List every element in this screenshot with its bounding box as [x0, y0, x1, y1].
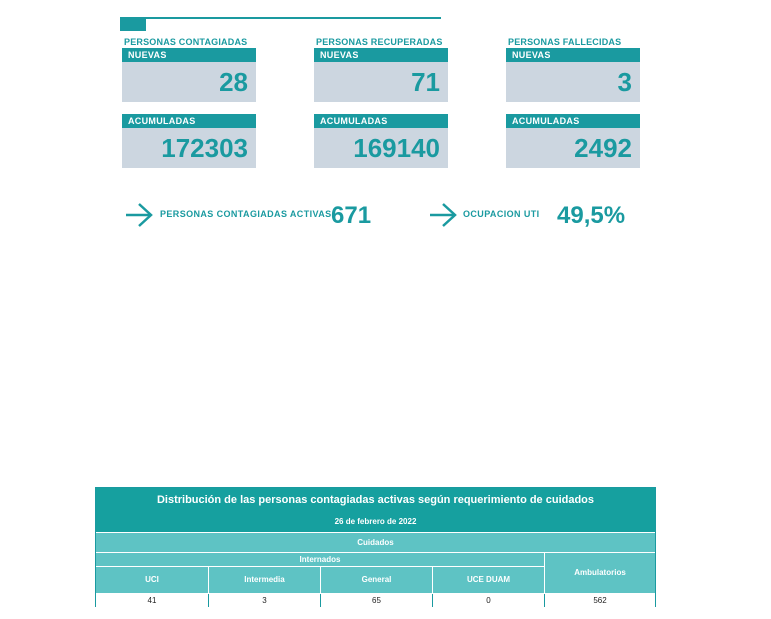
- uti-label: OCUPACION UTI: [463, 209, 540, 219]
- activas-value: 671: [331, 202, 372, 229]
- cell-divider: [208, 594, 209, 607]
- recuperadas-acumuladas-value: 169140: [353, 133, 440, 163]
- fallecidas-acumuladas-label: ACUMULADAS: [506, 114, 640, 128]
- value-uci: 41: [96, 594, 208, 607]
- col-intermedia: Intermedia: [209, 567, 320, 593]
- distribution-date: 26 de febrero de 2022: [334, 517, 417, 526]
- internados-header: Internados: [96, 553, 544, 566]
- contagiadas-title: PERSONAS CONTAGIADAS: [124, 37, 248, 47]
- value-intermedia: 3: [209, 594, 320, 607]
- fallecidas-nuevas-label: NUEVAS: [506, 48, 640, 62]
- header-divider: [120, 17, 441, 19]
- value-general: 65: [321, 594, 432, 607]
- cuidados-header: Cuidados: [96, 533, 655, 552]
- col-uce-duam: UCE DUAM: [433, 567, 544, 593]
- contagiadas-acumuladas-value: 172303: [161, 133, 248, 163]
- value-uce-duam: 0: [433, 594, 544, 607]
- fallecidas-nuevas-card: [506, 48, 640, 102]
- fallecidas-nuevas-value: 3: [617, 67, 632, 97]
- distribution-title: Distribución de las personas contagiadas activas según requerimiento de cuidados: [156, 494, 595, 506]
- arrow-right-icon: [428, 202, 458, 228]
- cell-divider: [432, 594, 433, 607]
- recuperadas-nuevas-card: [314, 48, 448, 102]
- fallecidas-acumuladas-card: [506, 114, 640, 168]
- recuperadas-title: PERSONAS RECUPERADAS: [316, 37, 443, 47]
- uti-value: 49,5%: [557, 202, 626, 229]
- value-ambulatorios: 562: [545, 594, 655, 607]
- contagiadas-nuevas-value: 28: [219, 67, 248, 97]
- col-general: General: [321, 567, 432, 593]
- cell-divider: [544, 594, 545, 607]
- fallecidas-title: PERSONAS FALLECIDAS: [508, 37, 622, 47]
- recuperadas-acumuladas-label: ACUMULADAS: [314, 114, 448, 128]
- col-uci: UCI: [96, 567, 208, 593]
- contagiadas-acumuladas-card: [122, 114, 256, 168]
- contagiadas-nuevas-card: [122, 48, 256, 102]
- recuperadas-nuevas-value: 71: [411, 67, 440, 97]
- header-accent-block: [120, 17, 146, 31]
- distribution-table: [95, 487, 656, 607]
- arrow-right-icon: [124, 202, 154, 228]
- fallecidas-acumuladas-value: 2492: [574, 133, 632, 163]
- recuperadas-nuevas-label: NUEVAS: [314, 48, 448, 62]
- recuperadas-acumuladas-card: [314, 114, 448, 168]
- activas-label: PERSONAS CONTAGIADAS ACTIVAS: [160, 209, 332, 219]
- contagiadas-nuevas-label: NUEVAS: [122, 48, 256, 62]
- cell-divider: [320, 594, 321, 607]
- contagiadas-acumuladas-label: ACUMULADAS: [122, 114, 256, 128]
- col-ambulatorios: Ambulatorios: [545, 553, 655, 593]
